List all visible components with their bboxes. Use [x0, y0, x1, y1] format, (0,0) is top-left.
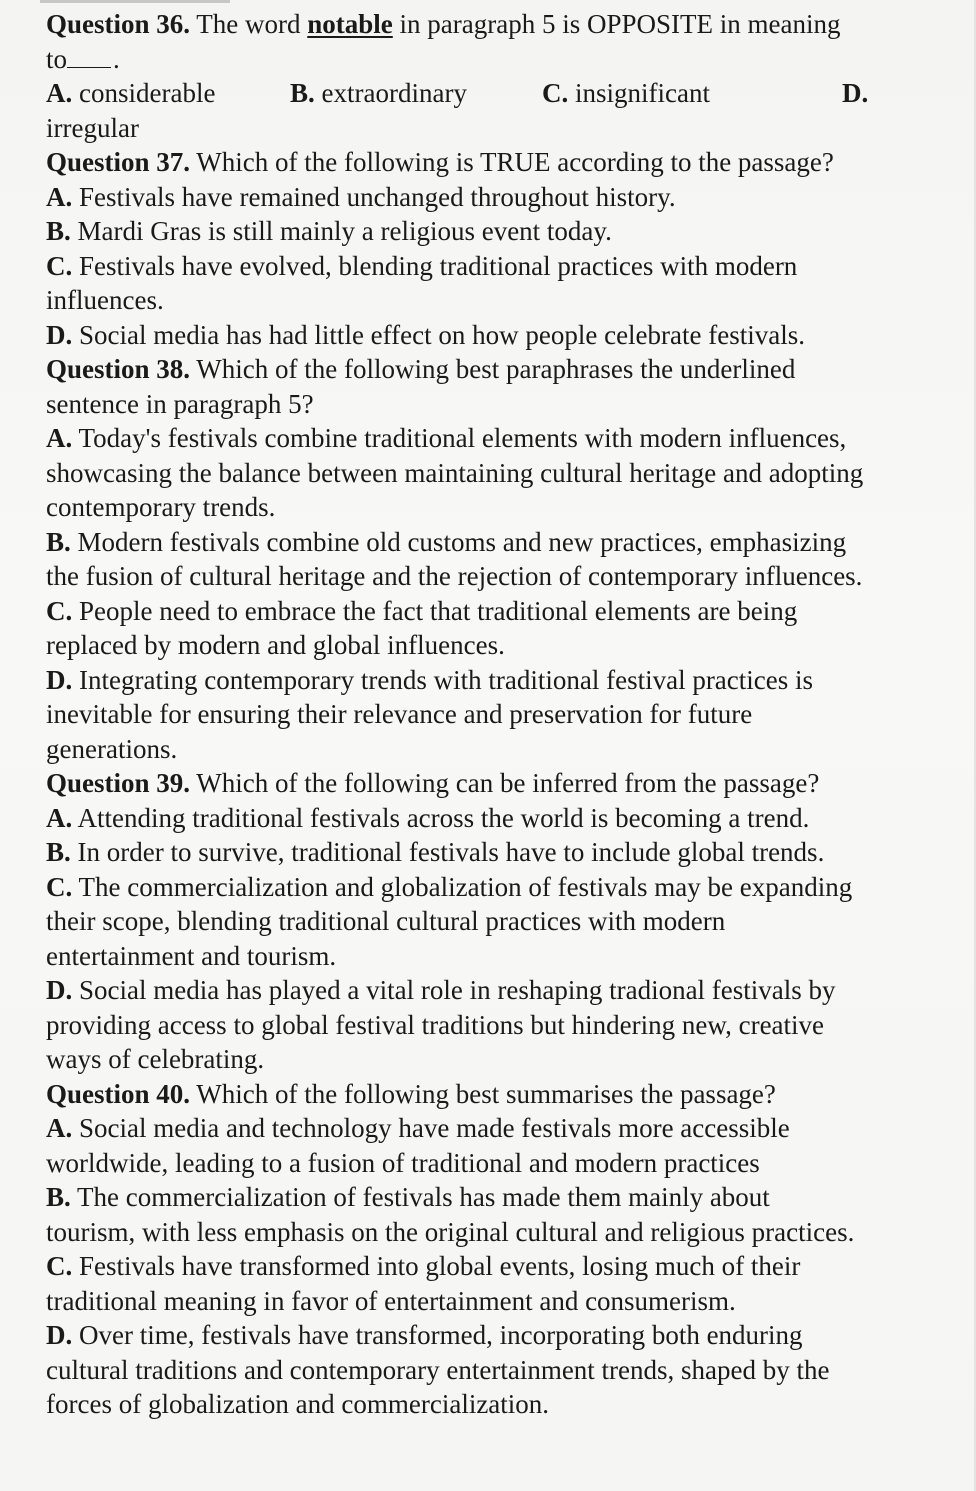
keyword-underlined: notable: [307, 9, 393, 39]
question-37-stem: Question 37. Which of the following is TRUE according to the passage?: [46, 147, 834, 177]
option-b: B. In order to survive, traditional festivals have to include global trends.: [46, 837, 825, 867]
answer-blank: [67, 47, 111, 68]
question-37: [46, 145, 946, 352]
option-d: D. Integrating contemporary trends with traditional festival practices is: [46, 664, 814, 695]
option-a: A. considerable: [46, 78, 216, 108]
question-39-label: Question 39.: [46, 768, 191, 798]
option-a-continued: worldwide, leading to a fusion of traditional and modern practices: [46, 1147, 760, 1178]
option-d-continued: inevitable for ensuring their relevance and preservation for future: [46, 699, 753, 729]
question-39-stem: Question 39. Which of the following can be inferred from the passage?: [46, 768, 820, 798]
question-38-label: Question 38.: [46, 354, 191, 384]
question-36-stem: Question 36. The word notable in paragraph 5 is OPPOSITE in meaning: [46, 9, 841, 39]
option-b-continued: tourism, with less emphasis on the original cultural and religious practices.: [46, 1216, 855, 1247]
option-d-letter: D.: [842, 78, 869, 108]
option-a: A. Today's festivals combine traditional elements with modern influences,: [46, 423, 847, 453]
option-c-continued: traditional meaning in favor of entertainment and consumerism.: [46, 1285, 736, 1316]
option-d: D. Over time, festivals have transformed, incorporating both enduring: [46, 1320, 803, 1350]
option-a: A. Festivals have remained unchanged throughout history.: [46, 181, 676, 212]
option-d: D. Social media has played a vital role in reshaping tradional festivals by: [46, 975, 836, 1005]
option-b: B. The commercialization of festivals has made them mainly about: [46, 1182, 770, 1212]
question-38-stem: Question 38. Which of the following best paraphrases the underlined: [46, 354, 796, 384]
option-c: C. insignificant: [542, 78, 710, 108]
option-c: C. Festivals have transformed into global events, losing much of their: [46, 1251, 801, 1281]
question-40-stem: Question 40. Which of the following best summarises the passage?: [46, 1078, 776, 1109]
option-a-continued: showcasing the balance between maintaining cultural heritage and adopting: [46, 457, 864, 488]
option-d-text: irregular: [46, 112, 139, 143]
option-b-continued: the fusion of cultural heritage and the rejection of contemporary influences.: [46, 561, 863, 591]
question-36-stem-line2: to .: [46, 43, 120, 74]
option-d-continued: ways of celebrating.: [46, 1044, 265, 1074]
option-b: B. Mardi Gras is still mainly a religious event today.: [46, 216, 612, 246]
option-a: A. Attending traditional festivals across the world is becoming a trend.: [46, 802, 810, 833]
option-c-continued: their scope, blending traditional cultural practices with modern: [46, 906, 726, 936]
option-c: C. Festivals have evolved, blending traditional practices with modern: [46, 250, 798, 281]
option-a-continued: contemporary trends.: [46, 492, 276, 522]
question-40-label: Question 40.: [46, 1078, 191, 1109]
option-c-continued: entertainment and tourism.: [46, 940, 337, 971]
option-c: C. People need to embrace the fact that traditional elements are being: [46, 595, 798, 626]
question-36-options-row: [46, 76, 946, 111]
option-d: D. Social media has had little effect on how people celebrate festivals.: [46, 319, 805, 350]
option-d-continued: cultural traditions and contemporary entertainment trends, shaped by the: [46, 1354, 830, 1385]
question-36: [46, 7, 946, 145]
question-40: [46, 1077, 946, 1422]
option-c-continued: influences.: [46, 285, 164, 315]
cropped-top-text-fragment: [40, 0, 230, 3]
question-39: [46, 766, 946, 1077]
question-list: [46, 7, 946, 1422]
option-d-continued: generations.: [46, 733, 178, 764]
option-c-continued: replaced by modern and global influences.: [46, 630, 505, 660]
option-a: A. Social media and technology have made festivals more accessible: [46, 1113, 790, 1143]
option-d-continued: forces of globalization and commercialization.: [46, 1389, 550, 1419]
question-38: [46, 352, 946, 766]
question-37-label: Question 37.: [46, 147, 191, 177]
option-c: C. The commercialization and globalization of festivals may be expanding: [46, 871, 853, 902]
question-36-label: Question 36.: [46, 9, 191, 39]
option-d-continued: providing access to global festival traditions but hindering new, creative: [46, 1009, 825, 1040]
option-b: B. extraordinary: [290, 78, 467, 108]
question-38-stem-line2: sentence in paragraph 5?: [46, 388, 314, 419]
option-b: B. Modern festivals combine old customs and new practices, emphasizing: [46, 526, 847, 557]
